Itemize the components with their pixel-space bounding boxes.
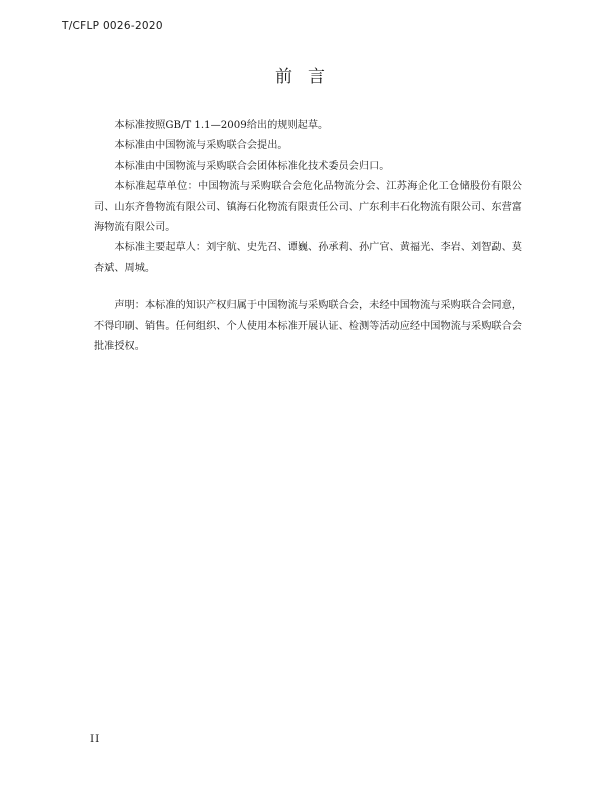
foreword-body [94, 116, 522, 279]
paragraph-drafters: 本标准主要起草人：刘宇航、史先召、谭巍、孙承莉、孙广官、黄福光、李岩、刘智勐、莫杏斌、周城。 [94, 242, 522, 274]
page-number: II [90, 733, 101, 745]
paragraph-drafting-units: 本标准起草单位：中国物流与采购联合会危化品物流分会、江苏海企化工仓储股份有限公司、山东齐鲁物流有限公司、镇海石化物流有限责任公司、广东利丰石化物流有限公司、东营富海物流有限公司。 [94, 181, 522, 234]
paragraph-proposer: 本标准由中国物流与采购联合会提出。 [114, 140, 288, 152]
standard-code: T/CFLP 0026-2020 [62, 20, 163, 32]
ip-statement: 声明：本标准的知识产权归属于中国物流与采购联合会，未经中国物流与采购联合会同意，不得印刷、销售。任何组织、个人使用本标准开展认证、检测等活动应经中国物流与采购联合会批准授权。 [94, 300, 522, 353]
paragraph-drafting-rules: 本标准按照GB/T 1.1—2009给出的规则起草。 [114, 120, 329, 131]
page-title: 前言 [275, 67, 341, 87]
paragraph-centralized-by: 本标准由中国物流与采购联合会团体标准化技术委员会归口。 [114, 160, 390, 172]
